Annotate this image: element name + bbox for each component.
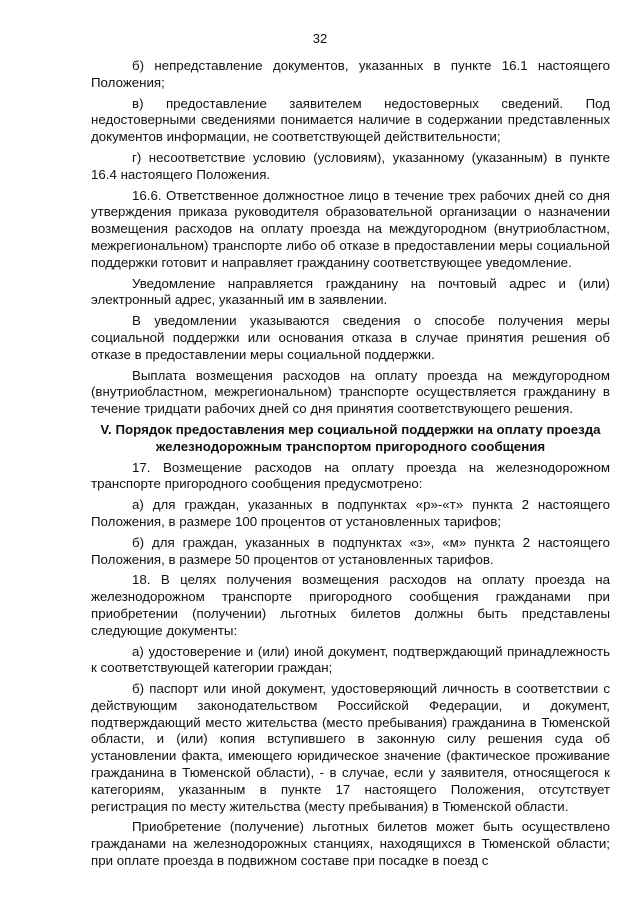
page-number: 32 — [312, 31, 328, 46]
paragraph: г) несоответствие условию (условиям), указанному (указанным) в пункте 16.4 настоящего Положения. — [91, 149, 610, 182]
paragraph: б) для граждан, указанных в подпунктах «з», «м» пункта 2 настоящего Положения, в размере 50 процентов от установленных тарифов. — [91, 534, 610, 567]
paragraph: в) предоставление заявителем недостоверных сведений. Под недостоверными сведениями понимается наличие в содержании представленных документов информации, не соответствующей действительности; — [91, 95, 610, 145]
paragraph: Выплата возмещения расходов на оплату проезда на междугородном (внутриобластном, межрегиональном) транспорте осуществляется гражданину в течение тридцати рабочих дней со дня принятия соответствующего решения. — [91, 367, 610, 417]
paragraph: Приобретение (получение) льготных билетов может быть осуществлено гражданами на железнодорожных станциях, находящихся в Тюменской области; при оплате проезда в подвижном составе при посадке в поезд с — [91, 819, 610, 869]
paragraph: а) для граждан, указанных в подпунктах «р»-«т» пункта 2 настоящего Положения, в размере 100 процентов от установленных тарифов; — [91, 497, 610, 529]
paragraph: В уведомлении указываются сведения о способе получения меры социальной поддержки или основания отказа в случае принятия решения об отказе в предоставлении меры социальной поддержки. — [91, 313, 610, 362]
paragraph: а) удостоверение и (или) иной документ, подтверждающий принадлежность к соответствующей категории граждан; — [91, 643, 610, 676]
section-heading: V. Порядок предоставления мер социальной поддержки на оплату проезда железнодорожным транспортом пригородного сообщения — [100, 421, 601, 454]
paragraph: 17. Возмещение расходов на оплату проезда на железнодорожном транспорте пригородного сообщения предусмотрено: — [91, 459, 610, 492]
document-body — [91, 58, 610, 874]
paragraph: б) паспорт или иной документ, удостоверяющий личность в соответствии с действующим законодательством Российской Федерации, и документ, подтверждающий место жительства (место пребывания) гражданина в Тюменской области, и (или) копия вступившего в законную силу решения суда об установлении факта, имеющего юридическое значение (фактическое проживание гражданина в Тюменской области), - в случае, если у заявителя, относящегося к категориям, указанным в пункте 17 настоящего Положения, отсутствует регистрация по месту жительства (месту пребывания) в Тюменской области. — [91, 681, 610, 814]
paragraph: 16.6. Ответственное должностное лицо в течение трех рабочих дней со дня утверждения приказа руководителя образовательной организации о назначении возмещения расходов на оплату проезда на междугородном (внутриобластном, межрегиональном) транспорте либо об отказе в предоставлении меры социальной поддержки готовит и направляет гражданину соответствующее уведомление. — [91, 187, 610, 270]
paragraph: Уведомление направляется гражданину на почтовый адрес и (или) электронный адрес, указанный им в заявлении. — [91, 275, 610, 308]
paragraph: б) непредставление документов, указанных в пункте 16.1 настоящего Положения; — [91, 58, 610, 90]
paragraph: 18. В целях получения возмещения расходов на оплату проезда на железнодорожном транспорте пригородного сообщения гражданами при приобретении (получении) льготных билетов должны быть представлены следующие документы: — [91, 572, 610, 638]
